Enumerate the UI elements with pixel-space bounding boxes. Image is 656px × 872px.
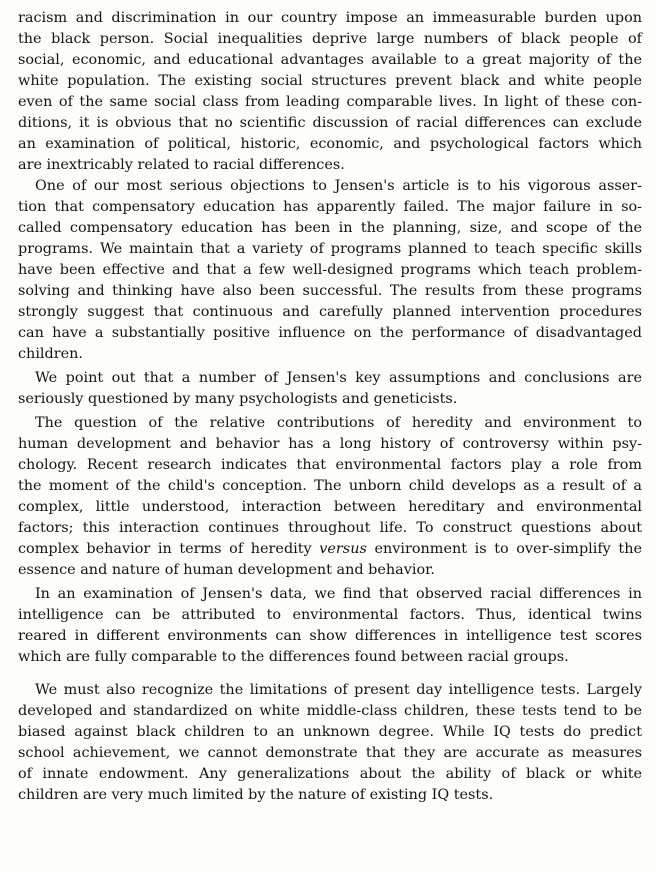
paragraph-5-line: In an examination of Jensen's data, we find that observed racial differences in xyxy=(35,586,642,602)
paragraph-5-line: intelligence can be attributed to environmental factors. Thus, identical twins xyxy=(18,607,642,623)
paragraph-1-line: the black person. Social inequalities deprive large numbers of black people of xyxy=(18,31,642,47)
paragraph-6-line: school achievement, we cannot demonstrate that they are accurate as measures xyxy=(18,745,642,761)
paragraph-2-line: called compensatory education has been in the planning, size, and scope of the xyxy=(18,220,642,236)
paragraph-4-line: essence and nature of human development and behavior. xyxy=(18,562,436,578)
paragraph-1-line: an examination of political, historic, economic, and psychological factors which xyxy=(18,136,642,152)
paragraph-3-line: seriously questioned by many psychologists and geneticists. xyxy=(18,391,458,407)
paragraph-6-line: children are very much limited by the nature of existing IQ tests. xyxy=(18,787,494,803)
paragraph-1-line: ditions, it is obvious that no scientific discussion of racial differences can exclude xyxy=(18,115,642,131)
paragraph-3-line: We point out that a number of Jensen's key assumptions and conclusions are xyxy=(35,370,642,386)
paragraph-6-line: We must also recognize the limitations of present day intelligence tests. Largely xyxy=(35,682,642,698)
paragraph-6-line: of innate endowment. Any generalizations about the ability of black or white xyxy=(18,766,642,782)
paragraph-2-line: tion that compensatory education has apparently failed. The major failure in so- xyxy=(18,199,642,215)
paragraph-4-line: the moment of the child's conception. The unborn child develops as a result of a xyxy=(18,478,642,494)
paragraph-2-line: have been effective and that a few well-designed programs which teach problem- xyxy=(18,262,642,278)
paragraph-2-line: strongly suggest that continuous and carefully planned intervention procedures xyxy=(18,304,642,320)
paragraph-4-line: complex behavior in terms of heredity versus environment is to over-simplify the xyxy=(18,541,642,557)
paragraph-4-line: chology. Recent research indicates that environmental factors play a role from xyxy=(18,457,642,473)
paragraph-6-line: biased against black children to an unknown degree. While IQ tests do predict xyxy=(18,724,642,740)
paragraph-2-line: solving and thinking have also been successful. The results from these programs xyxy=(18,283,642,299)
paragraph-4-line: human development and behavior has a long history of controversy within psy- xyxy=(18,436,642,452)
italic-word: versus xyxy=(319,541,367,557)
paragraph-6-line: developed and standardized on white middle-class children, these tests tend to be xyxy=(18,703,642,719)
paragraph-1-line: racism and discrimination in our country impose an immeasurable burden upon xyxy=(18,10,642,26)
paragraph-2-line: can have a substantially positive influence on the performance of disadvantaged xyxy=(18,325,642,341)
paragraph-2-line: children. xyxy=(18,346,83,362)
paragraph-2-line: One of our most serious objections to Jensen's article is to his vigorous asser- xyxy=(35,178,642,194)
paragraph-5-line: which are fully comparable to the differences found between racial groups. xyxy=(18,649,569,665)
paragraph-2-line: programs. We maintain that a variety of programs planned to teach specific skills xyxy=(18,241,642,257)
paragraph-4-line: complex, little understood, interaction between hereditary and environmental xyxy=(18,499,642,515)
paragraph-4-line: The question of the relative contributions of heredity and environment to xyxy=(35,415,642,431)
paragraph-1-line: even of the same social class from leading comparable lives. In light of these con- xyxy=(18,94,642,110)
paragraph-1-line: social, economic, and educational advantages available to a great majority of the xyxy=(18,52,642,68)
paragraph-4-line: factors; this interaction continues throughout life. To construct questions about xyxy=(18,520,642,536)
paragraph-5-line: reared in different environments can show differences in intelligence test scores xyxy=(18,628,642,644)
paragraph-1-line: white population. The existing social structures prevent black and white people xyxy=(18,73,642,89)
paragraph-1-line: are inextricably related to racial differences. xyxy=(18,157,345,173)
